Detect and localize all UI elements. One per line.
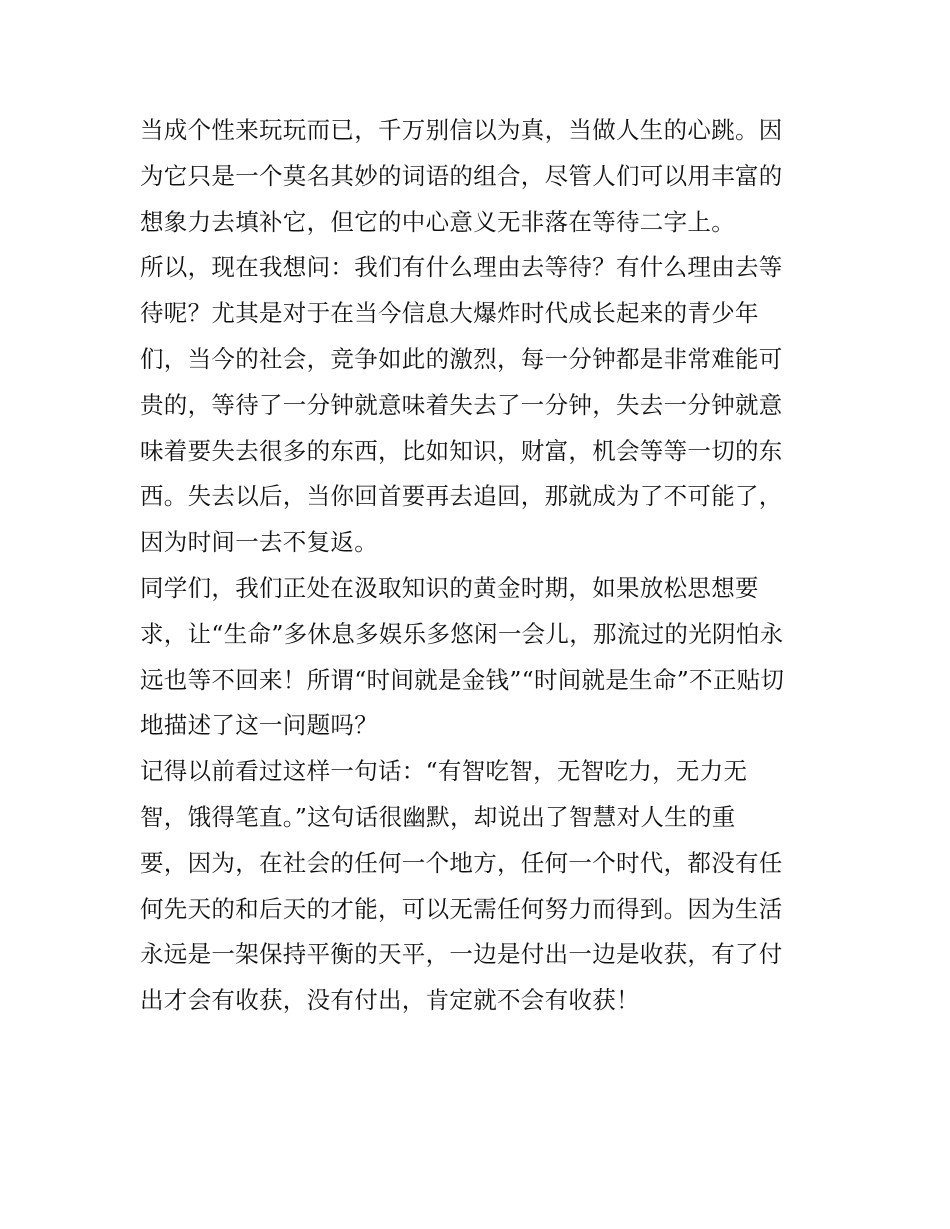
text-line: 要，因为，在社会的任何一个地方，任何一个时代，都没有任 xyxy=(140,848,783,877)
text-line: 地描述了这一问题吗？ xyxy=(140,711,378,740)
text-line: 何先天的和后天的才能，可以无需任何努力而得到。因为生活 xyxy=(140,894,783,923)
text-line: 为它只是一个莫名其妙的词语的组合，尽管人们可以用丰富的 xyxy=(140,161,783,190)
text-line: 同学们，我们正处在汲取知识的黄金时期，如果放松思想要 xyxy=(140,573,759,602)
text-line: 智，饿得笔直。”这句话很幽默，却说出了智慧对人生的重 xyxy=(140,802,736,831)
text-line: 西。失去以后，当你回首要再去追回，那就成为了不可能了， xyxy=(140,482,783,511)
text-line: 当成个性来玩玩而已，千万别信以为真，当做人生的心跳。因 xyxy=(140,116,783,144)
text-line: 们，当今的社会，竞争如此的激烈，每一分钟都是非常难能可 xyxy=(140,344,783,373)
text-line: 待呢？尤其是对于在当今信息大爆炸时代成长起来的青少年 xyxy=(140,299,759,328)
text-line: 远也等不回来！所谓“时间就是金钱”“时间就是生命”不正贴切 xyxy=(140,665,785,694)
text-line: 永远是一架保持平衡的天平，一边是付出一边是收获，有了付 xyxy=(140,940,783,969)
text-line: 味着要失去很多的东西，比如知识，财富，机会等等一切的东 xyxy=(140,436,783,465)
text-line: 因为时间一去不复返。 xyxy=(140,528,378,557)
text-line: 求，让“生命”多休息多娱乐多悠闲一会儿，那流过的光阴怕永 xyxy=(140,619,784,648)
body-text xyxy=(140,108,820,1024)
text-line: 想象力去填补它，但它的中心意义无非落在等待二字上。 xyxy=(140,207,735,236)
text-line: 出才会有收获，没有付出，肯定就不会有收获！ xyxy=(140,986,640,1015)
text-line: 贵的，等待了一分钟就意味着失去了一分钟，失去一分钟就意 xyxy=(140,390,783,419)
text-line: 所以，现在我想问：我们有什么理由去等待？有什么理由去等 xyxy=(140,253,783,282)
text-line: 记得以前看过这样一句话：“有智吃智，无智吃力，无力无 xyxy=(140,757,748,786)
